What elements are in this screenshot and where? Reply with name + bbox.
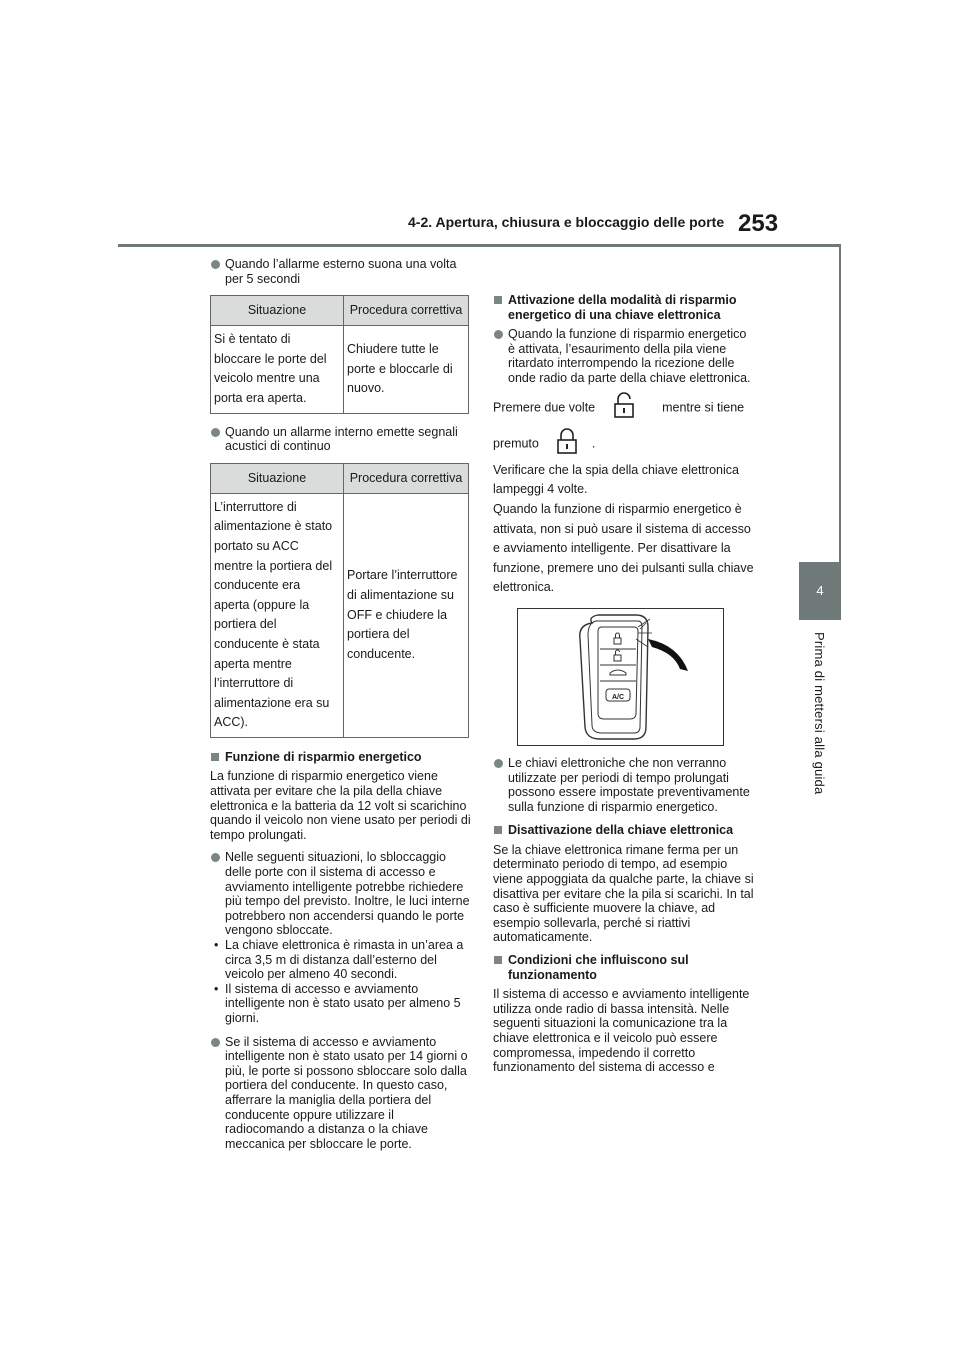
table-header-situation: Situazione (211, 296, 344, 326)
page-number: 253 (738, 210, 779, 237)
paragraph-energy-saving: La funzione di risparmio energetico viene attivata per evitare che la pila della chiave elettronica e la batteria da 12 volt si scarichino quando il veicolo non viene usato per periodi di tempo prolungati. (210, 769, 471, 842)
chapter-title: Prima di mettersi alla guida (812, 632, 827, 795)
bullet-battery-saving: Quando la funzione di risparmio energetico è attivata, l’esaurimento della pila viene ritardato interrompendo la ricezione delle onde radio da parte della chiave elettronica. (493, 327, 755, 385)
header-rule (118, 244, 841, 247)
list-item-text: Il sistema di accesso e avviamento intelligente non è stato usato per almeno 5 giorni. (225, 981, 461, 1025)
table-header-situation: Situazione (211, 463, 344, 493)
heading-energy-saving: Funzione di risparmio energetico (210, 750, 472, 765)
list-item: • La chiave elettronica è rimasta in un’area a circa 3,5 m di distanza dall’esterno del veicolo per almeno 40 secondi. (214, 938, 464, 982)
paragraph-deactivation: Se la chiave elettronica rimane ferma per un determinato periodo di tempo, ad esempio viene appoggiata da qualche parte, la chiave si disattiva per evitare che la pila si scarichi. In tal caso è sufficiente muovere la chiave, ad esempio sollevarla, perché si riattivi automaticamente. (493, 842, 754, 945)
list-item-text: La chiave elettronica è rimasta in un’area a circa 3,5 m di distanza dall’esterno del veicolo per almeno 40 secondi. (225, 938, 464, 982)
instruction-text: Premere due volte (493, 400, 596, 415)
bullet-external-alarm: Quando l’allarme esterno suona una volta per 5 secondi (210, 257, 472, 286)
key-fob-illustration (517, 608, 724, 746)
heading-conditions: Condizioni che influiscono sul funzionamento (493, 953, 755, 982)
left-column (210, 257, 472, 1160)
instruction-text: mentre si tiene (662, 400, 745, 415)
unlock-icon (613, 392, 635, 425)
right-column (493, 293, 755, 1083)
bullet-preset-saving: Le chiavi elettroniche che non verranno utilizzate per periodi di tempo prolungati possono essere impostate preventivamente sulla funzione di risparmio energetico. (493, 756, 755, 814)
paragraph-conditions: Il sistema di accesso e avviamento intelligente utilizza onde radio di bassa intensità. Nelle seguenti situazioni la comunicazione tra la chiave elettronica e il veicolo può essere compromessa, impedendo il corretto funzionamento del sistema di accesso e (493, 987, 750, 1075)
table-cell-situation: L’interruttore di alimentazione è stato portato su ACC mentre la portiera del conducente era aperta (oppure la portiera del conducente è stata aperta mentre l’interruttore di alimentazione era su ACC). (211, 493, 344, 737)
heading-deactivation: Disattivazione della chiave elettronica (493, 823, 755, 838)
table-header-procedure: Procedura correttiva (344, 463, 469, 493)
chapter-tab: 4 (799, 562, 841, 620)
bullet-unused-14-days: Se il sistema di accesso e avviamento intelligente non è stato usato per 14 giorni o più, le porte si possono sbloccare solo dalla portiera del conducente. In questo caso, afferrare la maniglia della portiera del conducente oppure utilizzare il radiocomando a distanza o la chiave meccanica per sbloccare le porte. (210, 1035, 472, 1152)
instruction-text: . (591, 436, 596, 451)
lock-icon (556, 428, 578, 461)
table-cell-situation: Si è tentato di bloccare le porte del veicolo mentre una porta era aperta. (211, 326, 344, 413)
instruction-line (493, 428, 755, 461)
side-bar (839, 245, 841, 563)
table-header-procedure: Procedura correttiva (344, 296, 469, 326)
paragraph-deactivate-saving: Quando la funzione di risparmio energetico è attivata, non si può usare il sistema di accesso e avviamento intelligente. Per disattivare la funzione, premere uno dei pulsanti sulla chiave elettronica. (493, 501, 754, 595)
heading-activation: Attivazione della modalità di risparmio energetico di una chiave elettronica (493, 293, 755, 322)
table-external-alarm (210, 295, 469, 413)
section-title: 4-2. Apertura, chiusura e bloccaggio delle porte (408, 214, 725, 230)
list-item: • Il sistema di accesso e avviamento intelligente non è stato usato per almeno 5 giorni. (214, 981, 461, 1025)
instruction-line (493, 392, 755, 425)
table-cell-procedure: Portare l’interruttore di alimentazione su OFF e chiudere la portiera del conducente. (344, 493, 469, 737)
instruction-text: premuto (493, 436, 539, 451)
bullet-internal-alarm: Quando un allarme interno emette segnali acustici di continuo (210, 425, 472, 454)
bullet-unlock-delay: Nelle seguenti situazioni, lo sbloccaggio delle porte con il sistema di accesso e avviamento intelligente potrebbe richiedere più tempo del previsto. Inoltre, le luci interne potrebbero non accendersi quando le porte vengono sbloccate. (210, 850, 472, 938)
table-cell-procedure: Chiudere tutte le porte e bloccarle di nuovo. (344, 326, 469, 413)
table-internal-alarm (210, 463, 469, 738)
key-button-label: A/C (611, 693, 625, 701)
verify-text: Verificare che la spia della chiave elettronica lampeggi 4 volte. (493, 462, 739, 497)
